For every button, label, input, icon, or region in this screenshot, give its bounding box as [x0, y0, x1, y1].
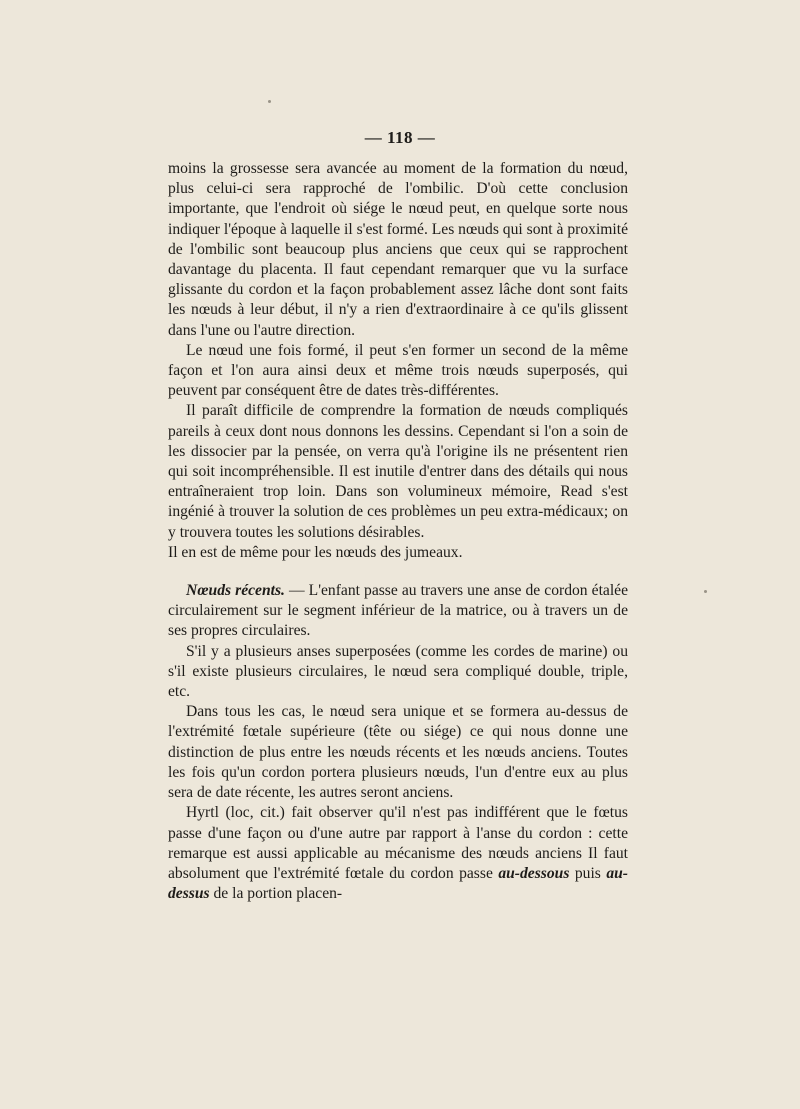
paragraph: S'il y a plusieurs anses superposées (comme les cordes de marine) ou s'il existe plusieurs circulaires, le nœud sera compliqué double, triple, etc.	[168, 642, 628, 701]
paragraph-text: — L'enfant passe au travers une anse de cordon étalée circulairement sur le segment inférieur de la matrice, ou à travers un de ses propres circulaires.	[168, 582, 629, 640]
paragraph	[168, 581, 628, 642]
paragraph-text: puis	[569, 864, 607, 882]
paragraph: Le nœud une fois formé, il peut s'en former un second de la même façon et l'on aura ainsi deux et même trois nœuds superposés, qui peuvent par conséquent être de dates très-différentes.	[168, 341, 628, 400]
paper-speck	[704, 590, 707, 593]
body-text	[168, 159, 628, 904]
emphasis: au-dessous	[498, 864, 570, 882]
emphasis: au-dessus	[168, 864, 628, 903]
paragraph: moins la grossesse sera avancée au moment de la formation du nœud, plus celui-ci sera rapproché de l'ombilic. D'où cette conclusion importante, que l'endroit où siége le nœud peut, en quelque sorte nous indiquer l'époque à laquelle il s'est formé. Les nœuds qui sont à proximité de l'ombilic sont beaucoup plus anciens que ceux qui se rapprochent davantage du placenta. Il faut cependant remarquer que vu la surface glissante du cordon et la façon probablement assez lâche dont sont faits les nœuds à leur début, il n'y a rien d'extraordinaire à ce qu'ils glissent dans l'une ou l'autre direction.	[168, 160, 628, 339]
paragraph: Il paraît difficile de comprendre la formation de nœuds compliqués pareils à ceux dont nous donnons les dessins. Cependant si l'on a soin de les dissocier par la pensée, on verra qu'à l'origine ils ne présentent rien qui soit incompréhensible. Il est inutile d'entrer dans des détails qui nous entraîneraient trop loin. Dans son volumineux mémoire, Read s'est ingénié à trouver la solution de ces problèmes un peu extra-médicaux; on y trouvera toutes les solutions désirables.	[168, 402, 628, 541]
paragraph-text: Hyrtl (loc, cit.) fait observer qu'il n'est pas indifférent que le fœtus passe d'une façon ou d'une autre par rapport à l'anse du cordon : cette remarque est aussi applicable au mécanisme des nœuds anciens Il faut absolument que l'extrémité fœtale du cordon passe	[168, 804, 628, 882]
paper-speck	[268, 100, 271, 103]
paragraph-text: de la portion placen-	[209, 885, 343, 903]
paragraph: Il en est de même pour les nœuds des jumeaux.	[168, 543, 463, 561]
paragraph	[168, 803, 628, 904]
section-heading: Nœuds récents.	[186, 582, 285, 600]
paragraph: Dans tous les cas, le nœud sera unique et se formera au-dessus de l'extrémité fœtale supérieure (tête ou siége) ce qui nous donne une distinction de plus entre les nœuds récents et les nœuds anciens. Toutes les fois qu'un cordon portera plusieurs nœuds, l'un d'entre eux au plus sera de date récente, les autres seront anciens.	[168, 703, 628, 802]
page-number: — 118 —	[364, 128, 436, 147]
